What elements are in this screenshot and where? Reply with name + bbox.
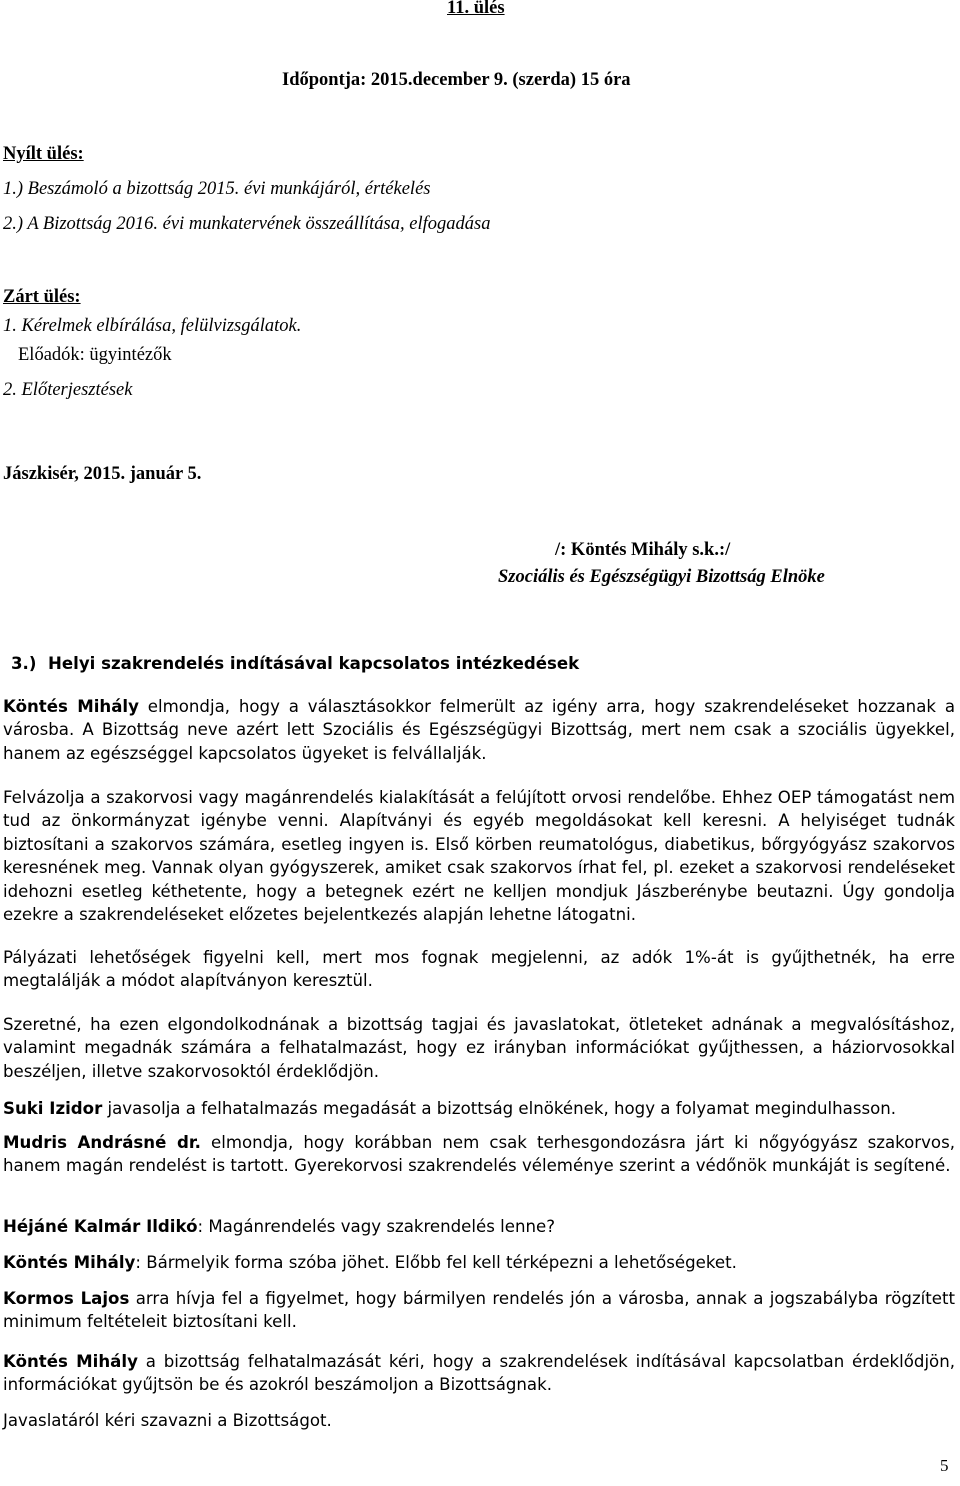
signature-name: /: Köntés Mihály s.k.:/ <box>555 540 731 560</box>
open-session-heading: Nyílt ülés: <box>3 144 84 164</box>
presenters-line: Előadók: ügyintézők <box>18 345 172 365</box>
paragraph-4 <box>3 1013 955 1083</box>
speaker-name: Mudris Andrásné dr. <box>3 1133 201 1152</box>
paragraph-text: elmondja, hogy korábban nem csak terhesgondozásra járt ki nőgyógyász szakorvos, hanem magán rendelést is tartott. Gyerekorvosi szakrendelés véleménye szerint a védőnök munkáját is segítené. <box>3 1133 955 1176</box>
section-heading <box>11 654 579 673</box>
paragraph-9 <box>3 1287 955 1334</box>
page-number: 5 <box>940 1456 949 1475</box>
speaker-name: Suki Izidor <box>3 1099 103 1118</box>
paragraph-10 <box>3 1350 955 1397</box>
paragraph-8 <box>3 1251 955 1274</box>
signature-role: Szociális és Egészségügyi Bizottság Elnöke <box>498 567 825 587</box>
speaker-name: Köntés Mihály <box>3 1352 138 1371</box>
closed-item-2: 2. Előterjesztések <box>3 380 133 400</box>
paragraph-text: Felvázolja a szakorvosi vagy magánrendelés kialakítását a felújított orvosi rendelőbe. Ehhez OEP támogatást nem tud az önkormányzat igénybe venni. Alapítványi és egyéb megoldásokat kell keresni. A helyiséget tudnák biztosítani a szakorvos számára, esetleg ingyen is. Első körben reumatológus, diabetikus, bőrgyógyász szakorvos keresnének meg. Vannak olyan gyógyszerek, amiket csak szakorvos írhat fel, pl. ezeket a szakorvosi rendeléseket idehozni esetleg kéthetente, hogy a betegnek ezért ne kelljen mondjuk Jászberénybe beutazni. Úgy gondolja ezekre a szakrendeléseket előzetes bejelentkezés alapján lehetne látogatni. <box>3 788 955 925</box>
agenda-item-2: 2.) A Bizottság 2016. évi munkatervének összeállítása, elfogadása <box>3 214 491 234</box>
speaker-name: Héjáné Kalmár Ildikó <box>3 1217 198 1236</box>
paragraph-text: a bizottság felhatalmazását kéri, hogy a szakrendelések indításával kapcsolatban érdeklődjön, információkat gyűjtsön be és azokról beszámoljon a Bizottságnak. <box>3 1352 955 1395</box>
paragraph-text: arra hívja fel a figyelmet, hogy bármilyen rendelés jón a városba, annak a jogszabályba rögzített minimum feltételeit biztosítani kell. <box>3 1289 955 1332</box>
paragraph-text: elmondja, hogy a választásokkor felmerült az igény arra, hogy szakrendeléseket hozzanak a városba. A Bizottság neve azért lett Szociális és Egészségügyi Bizottság, mert nem csak a szociális ügyekkel, hanem az egészséggel kapcsolatos ügyeket is felvállalják. <box>3 697 956 763</box>
paragraph-5 <box>3 1097 955 1120</box>
paragraph-1 <box>3 695 955 765</box>
paragraph-7 <box>3 1215 955 1238</box>
paragraph-text: : Bármelyik forma szóba jöhet. Előbb fel kell térképezni a lehetőségeket. <box>135 1253 737 1272</box>
place-date: Jászkisér, 2015. január 5. <box>3 464 202 484</box>
paragraph-2 <box>3 786 955 926</box>
closed-item-1: 1. Kérelmek elbírálása, felülvizsgálatok. <box>3 316 302 336</box>
agenda-item-1: 1.) Beszámoló a bizottság 2015. évi munkájáról, értékelés <box>3 179 431 199</box>
paragraph-11 <box>3 1409 955 1432</box>
speaker-name: Köntés Mihály <box>3 697 139 716</box>
section-title: Helyi szakrendelés indításával kapcsolatos intézkedések <box>48 654 580 673</box>
paragraph-6 <box>3 1131 955 1178</box>
closed-session-heading: Zárt ülés: <box>3 287 81 307</box>
speaker-name: Köntés Mihály <box>3 1253 136 1272</box>
speaker-name: Kormos Lajos <box>3 1289 130 1308</box>
section-number: 3.) <box>11 654 37 673</box>
document-title: 11. ülés <box>447 0 505 18</box>
paragraph-text: Szeretné, ha ezen elgondolkodnának a bizottság tagjai és javaslatokat, ötleteket adnának a megvalósításhoz, valamint megadnák számára a felhatalmazást, hogy ez irányban információkat gyűjthessen, a háziorvosokkal beszéljen, illetve szakorvosoktól érdeklődjön. <box>3 1015 955 1081</box>
paragraph-text: : Magánrendelés vagy szakrendelés lenne? <box>197 1217 556 1236</box>
paragraph-text: Javaslatáról kéri szavazni a Bizottságot. <box>3 1411 332 1430</box>
paragraph-text: javasolja a felhatalmazás megadását a bizottság elnökének, hogy a folyamat megindulhasson. <box>102 1099 897 1118</box>
meeting-date: Időpontja: 2015.december 9. (szerda) 15 óra <box>282 70 631 90</box>
paragraph-text: Pályázati lehetőségek figyelni kell, mert mos fognak megjelenni, az adók 1%-át is gyűjthetnék, ha erre megtalálják a módot alapítványon keresztül. <box>3 948 955 991</box>
paragraph-3 <box>3 946 955 993</box>
